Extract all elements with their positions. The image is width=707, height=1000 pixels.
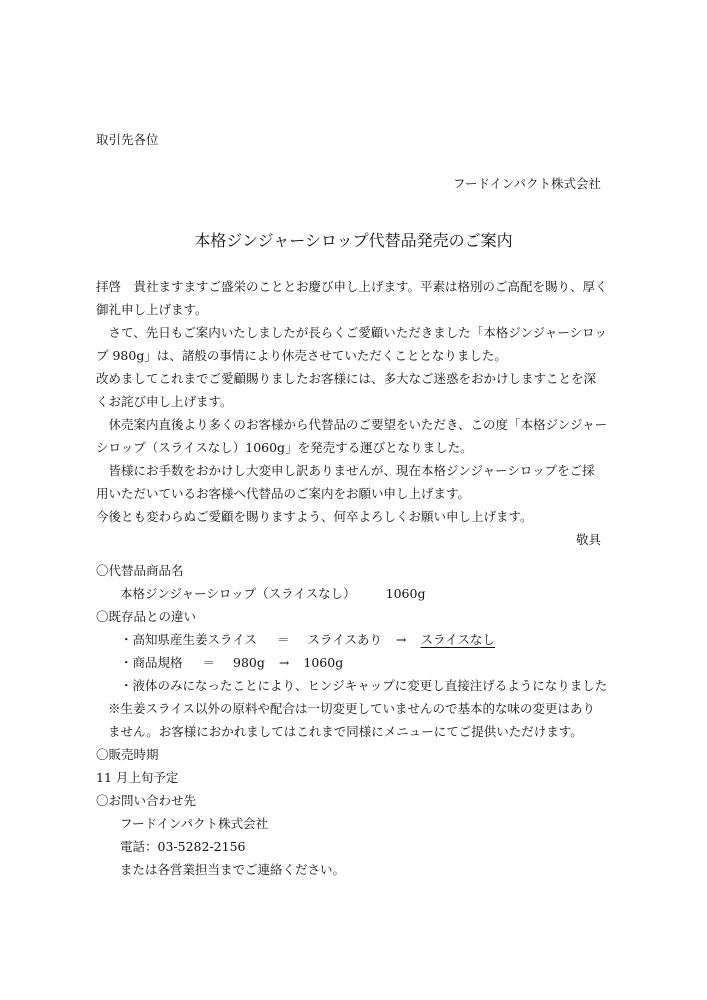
- note-line: ※生姜スライス以外の原料や配合は一切変更していませんので基本的な味の変更はあり: [108, 701, 596, 716]
- sale-period: 11 月上旬予定: [96, 770, 179, 785]
- diff-row-slice: [120, 632, 495, 648]
- body-line: さて、先日もご案内いたしましたが長らくご愛顧いただきました「本格ジンジャーシロッ: [96, 325, 607, 340]
- sender-name: フードインパクト株式会社: [452, 176, 601, 191]
- contact-company: フードインパクト株式会社: [120, 816, 269, 831]
- section-heading-diff: 〇既存品との違い: [96, 609, 197, 624]
- diff-to: 1060g: [303, 655, 344, 670]
- contact-phone: 電話：03-5282-2156: [120, 839, 246, 854]
- diff-row-cap: ・液体のみになったことにより、ヒンジキャップに変更し直接注げるようになりました: [120, 678, 608, 693]
- note-line: ません。お客様におかれましてはこれまで同様にメニューにてご提供いただけます。: [108, 724, 583, 739]
- closing: 敬具: [575, 532, 601, 547]
- diff-label: ・商品規格: [120, 655, 183, 670]
- body-line: 皆様にお手数をおかけし大変申し訳ありませんが、現在本格ジンジャーシロップをご採: [96, 463, 595, 478]
- body-line: プ 980g」は、諸般の事情により休売させていただくこととなりました。: [96, 348, 507, 363]
- body-line: 改めましてこれまでご愛顧賜りましたお客様には、多大なご迷惑をおかけしますことを深: [96, 371, 597, 386]
- recipient: 取引先各位: [96, 132, 159, 147]
- diff-arrow: →: [278, 655, 290, 670]
- diff-from: 980g: [233, 655, 265, 670]
- diff-to: スライスなし: [420, 632, 496, 647]
- body-line: 用いただいているお客様へ代替品のご案内をお願い申し上げます。: [96, 486, 471, 501]
- diff-label: ・高知県産生姜スライス: [120, 632, 258, 647]
- body-line: くお詫び申し上げます。: [96, 394, 233, 409]
- section-heading-sale: 〇販売時期: [96, 747, 159, 762]
- product-size: 1060g: [385, 586, 426, 601]
- body-line: 拝啓 貴社ますますご盛栄のこととお慶び申し上げます。平素は格別のご高配を賜り、厚く: [96, 279, 608, 294]
- diff-eq: ＝: [277, 632, 290, 647]
- contact-note: または各営業担当までご連絡ください。: [120, 862, 346, 877]
- diff-arrow: →: [396, 632, 407, 647]
- document-title: 本格ジンジャーシロップ代替品発売のご案内: [194, 231, 513, 250]
- section-heading-product: 〇代替品商品名: [96, 563, 184, 578]
- product-name: 本格ジンジャーシロップ（スライスなし）: [120, 586, 356, 601]
- body-line: シロップ（スライスなし）1060g」を発売する運びとなりました。: [96, 440, 473, 455]
- diff-row-size: [120, 655, 343, 671]
- section-heading-contact: 〇お問い合わせ先: [96, 793, 197, 808]
- diff-eq: ＝: [202, 655, 216, 670]
- diff-from: スライスあり: [307, 632, 383, 647]
- body-line: 御礼申し上げます。: [96, 302, 208, 317]
- body-line: 休売案内直後より多くのお客様から代替品のご要望をいただき、この度「本格ジンジャー: [96, 417, 608, 432]
- body-line: 今後とも変わらぬご愛顧を賜りますよう、何卒よろしくお願い申し上げます。: [96, 509, 533, 524]
- product-line: [120, 586, 425, 602]
